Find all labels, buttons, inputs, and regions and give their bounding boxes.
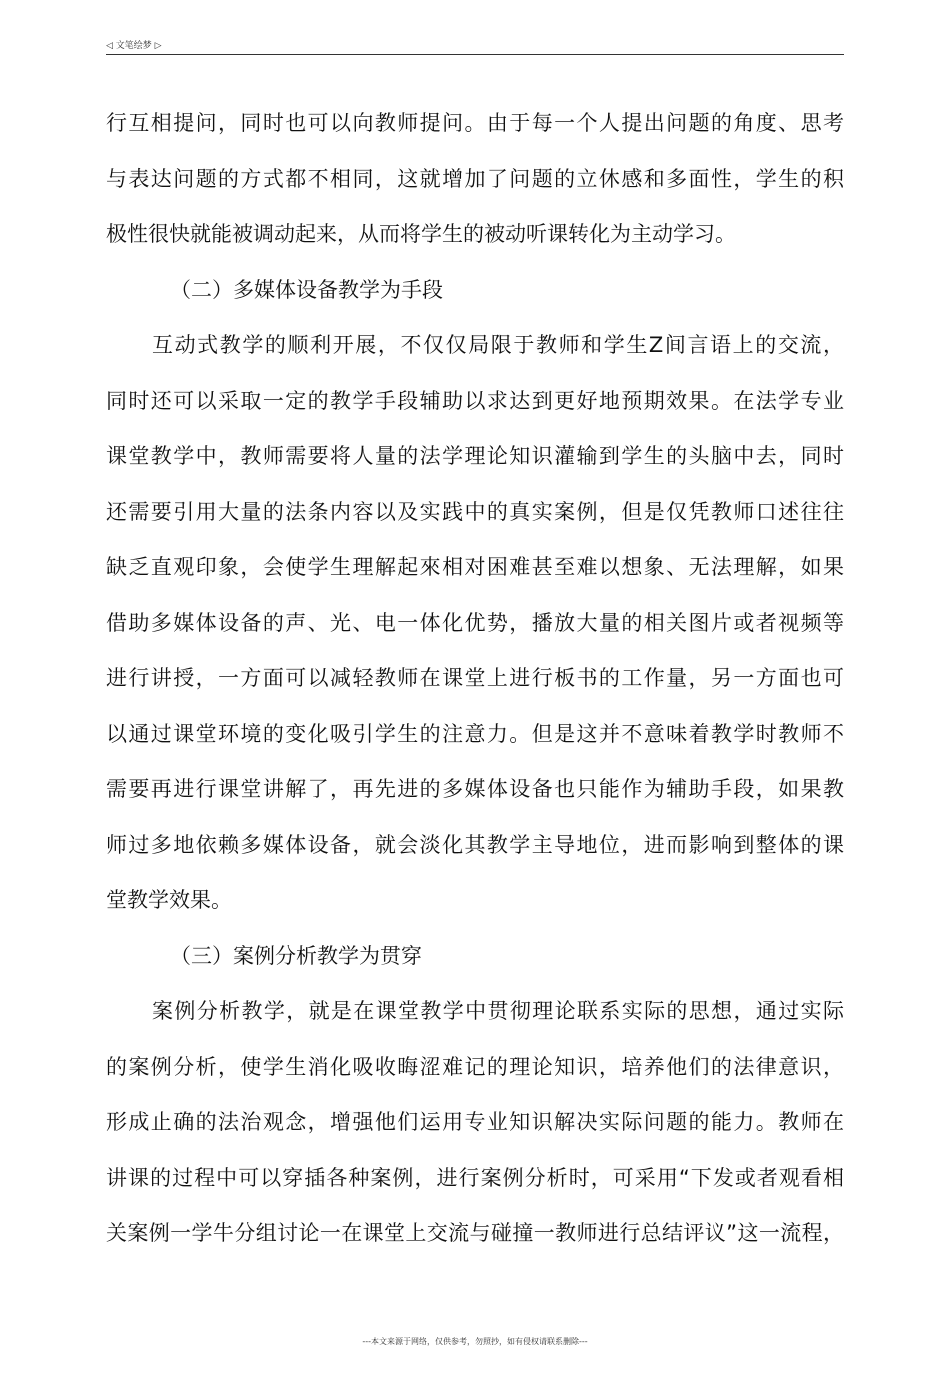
body-line: 极性很快就能被调动起来，从而将学生的被动听课转化为主动学习。 [106,222,736,246]
body-line: 还需要引用大量的法条内容以及实践中的真实案例，但是仅凭教师口述往往 [106,499,844,524]
body-line: 需要再进行课堂讲解了，再先进的多媒体设备也只能作为辅助手段，如果教 [106,777,844,801]
page-footer: ---本文来源于网络，仅供参考，勿照抄，如有侵权请联系删除--- [362,1337,588,1346]
body-line: 行互相提问，同时也可以向教师提问。由于每一个人提出问题的角度、思考 [106,111,844,135]
body-line: 同时还可以采取一定的教学手段辅助以求达到更好地预期效果。在法学专业 [106,388,844,413]
body-line: 堂教学效果。 [106,888,232,912]
body-line: 师过多地依赖多媒体设备，就会淡化其教学主导地位，进而影响到整体的课 [106,832,844,857]
body-line: 互动式教学的顺利开展，不仅仅局限于教师和学生Z间言语上的交流， [152,333,844,357]
body-line: 关案例一学牛分组讨论一在课堂上交流与碰撞一教师进行总结评议”这一流程， [106,1221,844,1245]
body-line: 进行讲授，一方面可以减轻教师在课堂上进行板书的工作量，另一方面也可 [106,666,844,690]
document-body [106,96,844,1262]
body-line: 的案例分析，使学生消化吸收晦涩难记的理论知识，培养他们的法律意识， [106,1054,844,1079]
page-header [106,40,844,55]
body-line: 借助多媒体设备的声、光、电一体化优势，播放大量的相关图片或者视频等 [106,610,844,635]
section-heading: （三）案例分析教学为贯穿 [170,943,422,968]
body-line: 以通过课堂环境的变化吸引学生的注意力。但是这并不意味着教学时教师不 [106,721,844,746]
body-line: 课堂教学中，教师需要将人量的法学理论知识灌输到学生的头脑中去，同时 [106,444,844,468]
body-line: 讲课的过程中可以穿插各种案例，进行案例分析时，可采用“下发或者观看相 [106,1165,844,1190]
body-line: 与表达问题的方式都不相同，这就增加了问题的立休感和多面性，学生的积 [106,166,844,191]
section-heading: （二）多媒体设备教学为手段 [170,277,443,302]
body-line: 案例分析教学，就是在课堂教学中贯彻理论联系实际的思想，通过实际 [152,999,844,1023]
body-line: 缺乏直观印象，会使学生理解起來相对困难甚至难以想象、无法理解，如果 [106,555,844,579]
body-line: 形成止确的法治观念，增强他们运用专业知识解决实际问题的能力。教师在 [106,1110,844,1134]
header-logo-text: ◁ 文笔绘梦 ▷ [106,41,162,51]
